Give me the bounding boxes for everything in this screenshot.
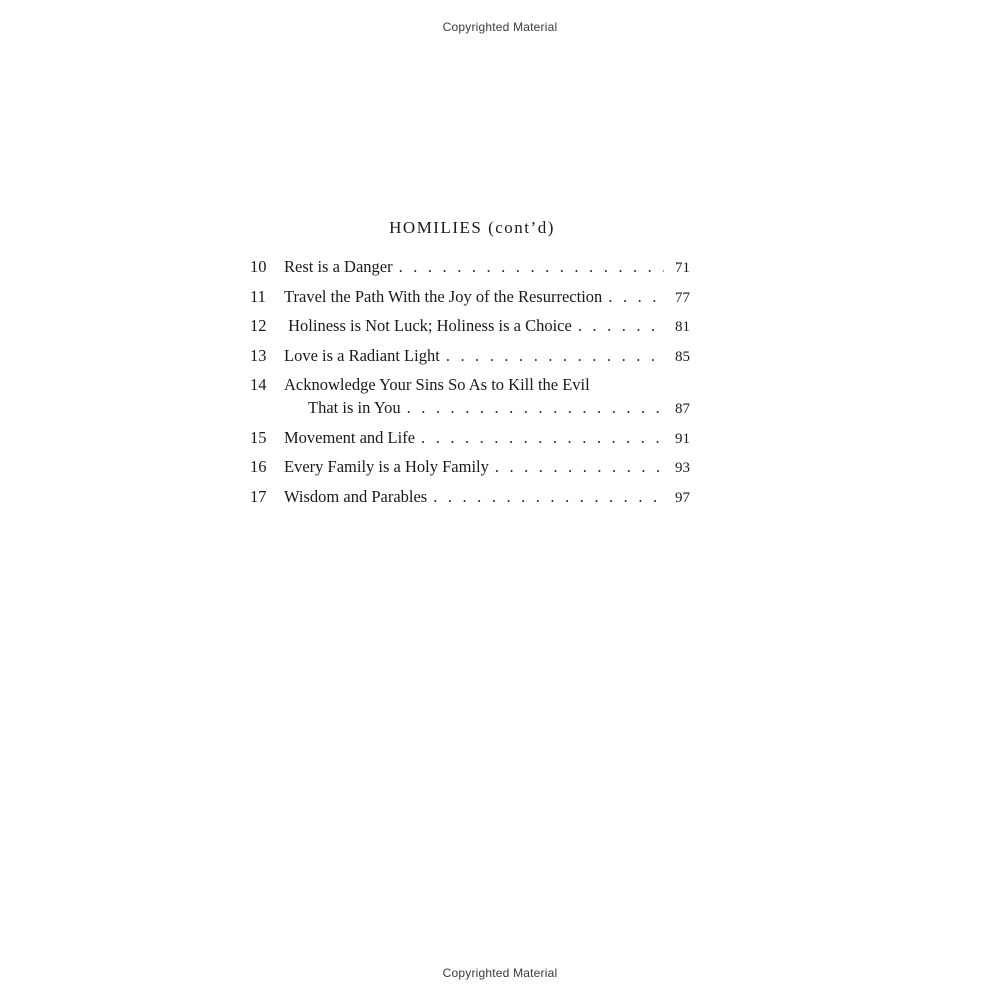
- toc-entry[interactable]: [250, 485, 690, 510]
- table-of-contents: [250, 255, 690, 514]
- chapter-title: Wisdom and Parables: [284, 486, 428, 506]
- chapter-number: 15: [250, 427, 267, 447]
- chapter-title: Holiness is Not Luck; Holiness is a Choice: [284, 316, 572, 335]
- chapter-title-continuation: That is in You: [308, 398, 401, 417]
- chapter-title: Movement and Life: [284, 427, 416, 447]
- dot-leader: [407, 396, 664, 419]
- dot-leader: [608, 285, 664, 308]
- toc-entry[interactable]: [250, 373, 690, 421]
- chapter-title: Acknowledge Your Sins So As to Kill the Evil: [284, 375, 590, 394]
- toc-entry[interactable]: [250, 455, 690, 480]
- chapter-number: 16: [250, 457, 267, 476]
- dot-leader: [495, 455, 664, 478]
- page-number: 85: [675, 348, 690, 365]
- page-number: 97: [675, 489, 690, 506]
- toc-entry[interactable]: [250, 426, 690, 451]
- copyright-notice-top: Copyrighted Material: [442, 20, 558, 34]
- page-number: 91: [675, 430, 690, 447]
- chapter-title: Love is a Radiant Light: [284, 345, 440, 365]
- page-number: 71: [675, 260, 690, 276]
- chapter-number: 10: [250, 257, 267, 276]
- dot-leader: [433, 485, 664, 508]
- section-title: HOMILIES (cont’d): [389, 218, 555, 237]
- page-number: 87: [675, 401, 690, 417]
- toc-entry[interactable]: [250, 255, 690, 280]
- chapter-title: Every Family is a Holy Family: [284, 457, 489, 476]
- chapter-number: 17: [250, 486, 267, 506]
- toc-entry[interactable]: [250, 314, 690, 339]
- toc-entry[interactable]: [250, 285, 690, 310]
- toc-entry[interactable]: [250, 344, 690, 369]
- copyright-notice-bottom: Copyrighted Material: [442, 966, 558, 980]
- dot-leader: [446, 344, 664, 367]
- chapter-number: 11: [250, 286, 266, 306]
- dot-leader: [399, 255, 664, 278]
- page-number: 93: [675, 460, 690, 476]
- dot-leader: [421, 426, 664, 449]
- chapter-number: 13: [250, 345, 267, 365]
- page-number: 77: [675, 289, 690, 306]
- dot-leader: [578, 314, 664, 337]
- page-number: 81: [675, 319, 690, 335]
- chapter-number: 12: [250, 316, 267, 335]
- chapter-title: Rest is a Danger: [284, 257, 393, 276]
- chapter-title: Travel the Path With the Joy of the Resurrection: [284, 286, 603, 306]
- chapter-number: 14: [250, 375, 267, 394]
